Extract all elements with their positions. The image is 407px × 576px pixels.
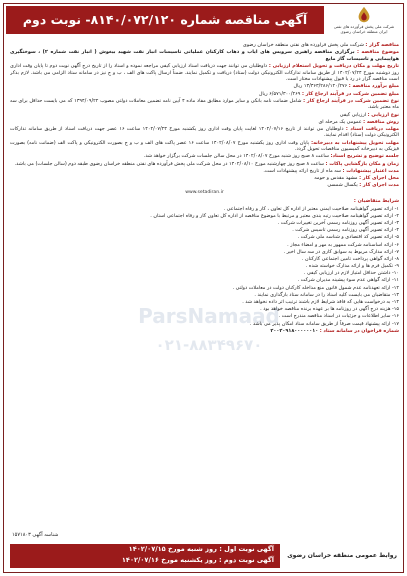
validity-value: سه ماه از تاریخ ارائه پیشنهادات است. (263, 167, 341, 174)
ad-title: آگهی مناقصه شماره ۸۱۴۰/۰۷۲/۱۲۰- نوبت دوم (6, 6, 324, 34)
conditions-list (10, 206, 399, 328)
ad-id: شناسه آگهی ۱۵۷۱۸۰۳ (12, 532, 59, 538)
condition-item: ۶- ارائه اساسنامه شرکت ممهور به مهر و امضاء مجاز . (287, 241, 399, 248)
docs-date-value: داوطلبان می توانند جهت دریافت اسناد ارزیابی کیفی مراجعه نموده و اسناد را از تاریخ درج آگهی نوبت دوم تا پایان وقت اداری روز دوشنبه مورخ ۱۴۰۲/۰۷/۲۴ از طریق سامانه تدارکات الکترونیکی دولت (ستاد) دریافت و تکمیل نمایند. ضمناً ارسال پاکت های الف ، ب و ج نیز در سامانه ستاد الزامی می باشد. لازم بذکر است مناقصه گزار در رد یا قبول پیشنهادات مختار است. (10, 62, 399, 83)
company-logo (329, 6, 399, 38)
place-label: محل اجرای کار : (359, 175, 399, 181)
envelope-line (10, 161, 399, 168)
ad-page (3, 3, 404, 573)
place-value: مشهد مقدس و حومه (314, 175, 358, 181)
watermark-phone: ۰۲۱-۸۸۳۴۹۶۷۰ (155, 336, 263, 354)
flame-drop-icon (355, 6, 373, 24)
condition-item: ۳- ارائه تصویر آگهی روزنامه رسمی آخرین تغییرات شرکت . (277, 219, 399, 226)
envelope-value: ساعت ۸ صبح روز چهارشنبه مورخ ۱۴۰۲/۰۸/۱۰ در محل شرکت ملی پخش فرآورده های نفتی منطقه خراسان رضوی طبقه دوم (سالن جلسات) می باشد. (14, 160, 324, 167)
duration-value: یکسال شمسی (327, 182, 358, 189)
subject-label: موضوع مناقصه : (356, 49, 399, 56)
opening-line (10, 153, 399, 160)
docs-date-label: تاریخ مهلت و مکان دریافت و تحویل استعلام ارزیابی : (268, 62, 399, 69)
duration-line (10, 182, 399, 189)
employer-line (10, 42, 399, 49)
place-line (10, 175, 399, 182)
subject-line (10, 49, 399, 62)
condition-item: ۷- ارائه مدارک مربوط به سوابق کاری در سه سال اخیر . (283, 248, 399, 255)
condition-item: ۱- ارائه تصویر گواهینامه صلاحیت ایمنی معتبر از اداره کل تعاون ، کار و رفاه اجتماعی . (223, 205, 399, 212)
opening-label: جلسه توضیح و تشریح اسناد: (330, 153, 399, 160)
publish-first-label: آگهی نوبت اول : (219, 545, 274, 553)
ad-body (10, 42, 399, 538)
receive-line (10, 140, 399, 153)
guarantee-type-value: شامل ضمانت نامه بانکی و سایر موارد مطابق مفاد ماده ۴ آیین نامه تضمین معاملات دولتی مصوب ۱۳۹۴/۰۹/۲۲ که می بایست حداقل برای سه ماه معتبر باشد. (10, 97, 399, 111)
distribute-label: مهلت دریافت اسناد : (345, 125, 399, 132)
condition-item: ۴- ارائه تصویر آگهی روزنامه رسمی تاسیس شرکت . (292, 227, 399, 234)
eval-value: ارزیابی کیفی (339, 111, 367, 118)
budget-value: ۱۳/۳۶۳/۲۸۶/۱۲۰/۲۷۶ ریال (293, 83, 348, 90)
validity-line (10, 168, 399, 175)
envelope-label: زمان و مکان بازگشایی پاکات : (325, 160, 399, 167)
setad-line (10, 328, 399, 335)
distribute-line (10, 126, 399, 139)
website-link[interactable]: www.setadiran.ir (185, 189, 224, 195)
condition-item: ۱۳- متقاضیان می بایست کلیه اسناد را در سامانه ستاد بارگذاری نمایند . (254, 291, 399, 298)
condition-item: ۹- تکمیل فرم ها و ارائه مدارک خواسته شده . (305, 263, 399, 270)
method-line (10, 119, 399, 126)
employer-value: شرکت ملی پخش فرآورده های نفتی منطقه خراسان رضوی (242, 42, 364, 48)
guarantee-type-label: نوع تضمین شرکت در فرآیند ارجاع کار : (303, 97, 399, 104)
publish-first (10, 544, 280, 555)
guarantee-line (10, 91, 399, 98)
method-label: روش مناقصه : (363, 118, 399, 125)
conditions-title: شرایط متقاضیان : (353, 198, 399, 205)
budget-label: مبلغ برآورد مناقصه : (348, 83, 399, 90)
condition-item: ۱۷- ارائه پیشنهاد قیمت صرفاً از طریق سامانه ستاد امکان پذیر می باشد . (249, 320, 399, 327)
ad-header (4, 4, 403, 40)
budget-line (10, 83, 399, 90)
condition-item: ۸- ارائه گواهی پرداخت تامین اجتماعی کارکنان . (301, 255, 399, 262)
setad-label: شماره فراخوان در سامانه ستاد : (319, 327, 399, 334)
logo-text: شرکت ملی پخش فرآورده های نفتی ایران منطقه خراسان رضوی (333, 24, 395, 34)
publish-box (10, 544, 280, 568)
publish-second-label: آگهی نوبت دوم : (218, 556, 274, 564)
opening-value: ساعت ۸ صبح روز شنبه مورخ ۱۴۰۲/۰۸/۰۷ در محل سالن جلسات شرکت برگزار خواهد شد. (143, 153, 329, 160)
company-signature: روابط عمومی منطقه خراسان رضوی (287, 552, 397, 559)
eval-line (10, 112, 399, 119)
condition-item: ۱۲- ارائه تعهدنامه عدم شمول قانون منع مداخله کارکنان دولت در معاملات دولتی . (232, 284, 399, 291)
setad-number: ۲۰۰۲۰۹۱۸۰۰۰۰۰۰۱۰ (270, 327, 319, 334)
receive-label: مهلت تحویل پیشنهادات به دبیرخانه: (311, 139, 399, 146)
eval-label: نوع ارزیابی : (367, 111, 399, 118)
condition-item: ۱۰- داشتن حداقل امتیاز لازم در ارزیابی کیفی . (303, 270, 399, 277)
duration-label: مدت اجرای کار : (359, 182, 399, 189)
condition-item: ۵- ارائه تصویر کد اقتصادی و شناسه ملی شرکت . (297, 234, 399, 241)
method-value: عمومی یک مرحله ای (318, 118, 362, 125)
publish-first-date: روز شنبه مورخ ۱۴۰۲/۰۷/۱۵ (128, 545, 217, 553)
receive-value: پایان وقت اداری روز یکشنبه مورخ ۱۴۰۲/۰۸/۰۷ ساعت ۱۶ عصر پاکت های الف و ب و ج بصورت الکترونیکی و پاکت الف (ضمانت نامه) بصورت فیزیکی به دبیرخانه کمیسیون مناقصات تحویل گردد. (10, 139, 399, 153)
employer-label: مناقصه گزار : (365, 42, 399, 48)
condition-item: ۲- ارائه تصویر گواهینامه صلاحیت رتبه بندی معتبر و مرتبط با موضوع مناقصه از اداره کل تعاون کار و رفاه اجتماعی استان . (150, 212, 399, 219)
subject-value: برگزاری مناقصه راهبری سرویس های ایاب و ذهاب کارکنان عملیاتی تاسیسات انبار نفت شهید بیغوش ( انبار نفت شماره ۲) ، سوختگیری هواپیمایی و تاسیسات گاز مایع (10, 49, 399, 62)
guarantee-value: ۶/۵۷۱/۳۰۰/۲۶۹ ریال (258, 90, 301, 97)
docs-date-line (10, 63, 399, 83)
condition-item: ۱۵- هزینه درج آگهی در روزنامه ها بر عهده برنده مناقصه خواهد بود . (260, 306, 399, 313)
validity-label: مدت اعتبار پیشنهادات : (342, 167, 399, 174)
condition-item: ۱۶- سایر اطلاعات و جزئیات در اسناد مناقصه مندرج است . (278, 313, 399, 320)
distribute-value: داوطلبان می توانند از تاریخ ۱۴۰۲/۰۷/۱۶ لغایت پایان وقت اداری روز یکشنبه مورخ ۱۴۰۲/۰۷/۲۳ ساعت ۱۶ عصر جهت دریافت اسناد از طریق سامانه تدارکات الکترونیکی دولت (ستاد) اقدام نمایند. (10, 125, 399, 139)
condition-item: ۱۴- به درخواست هایی که فاقد شرایط لازم باشند ترتیب اثر داده نخواهد شد . (242, 299, 399, 305)
publish-second-date: روز یکشنبه مورخ ۱۴۰۲/۰۷/۱۶ (121, 556, 217, 564)
guarantee-label: مبلغ تضمین شرکت در فرآیند ارجاع کار : (301, 90, 399, 97)
condition-item: ۱۱- ارائه گواهی عدم سوء پیشینه مدیران شرکت . (297, 277, 399, 284)
publish-second (10, 555, 280, 566)
watermark-site: ParsNamaad (138, 304, 280, 328)
guarantee-type-line (10, 98, 399, 111)
